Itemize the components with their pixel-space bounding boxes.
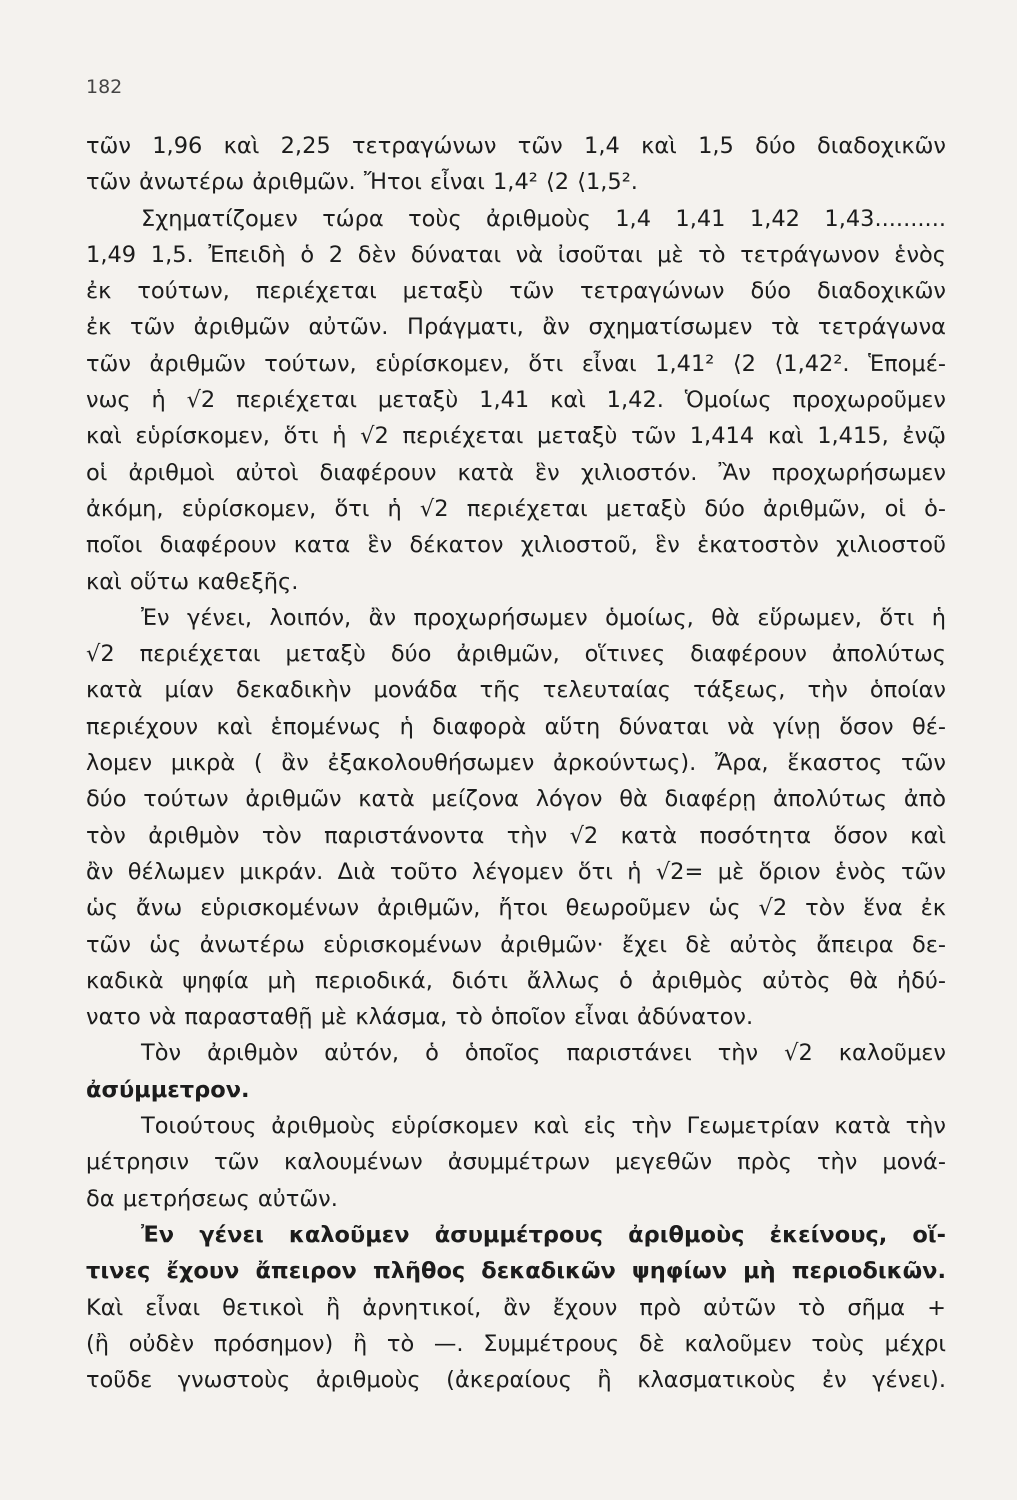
text-line: ἀκόμη, εὑρίσκομεν, ὅτι ἡ √2 περιέχεται μεταξὺ δύο ἀριθμῶν, οἱ ὁ- — [86, 495, 946, 522]
text-line: √2 περιέχεται μεταξὺ δύο ἀριθμῶν, οἵτινες διαφέρουν ἀπολύτως — [86, 641, 946, 668]
text-line: τῶν ὡς ἀνωτέρω εὑρισκομένων ἀριθμῶν· ἔχει δὲ αὐτὸς ἄπειρα δε- — [86, 931, 946, 958]
text-line: ἂν θέλωμεν μικράν. Διὰ τοῦτο λέγομεν ὅτι ἡ √2= μὲ ὅριον ἑνὸς τῶν — [86, 858, 946, 885]
text-line: τοῦδε γνωστοὺς ἀριθμοὺς (ἀκεραίους ἢ κλασματικοὺς ἐν γένει). — [86, 1367, 946, 1394]
text-line: (ἢ οὐδὲν πρόσημον) ἢ τὸ —. Συμμέτρους δὲ καλοῦμεν τοὺς μέχρι — [86, 1330, 946, 1357]
text-line: δύο τούτων ἀριθμῶν κατὰ μείζονα λόγον θὰ διαφέρῃ ἀπολύτως ἀπὸ — [86, 786, 946, 813]
text-line: Τὸν ἀριθμὸν αὐτόν, ὁ ὁποῖος παριστάνει τὴν √2 καλοῦμεν — [141, 1040, 946, 1067]
text-line: νατο νὰ παρασταθῇ μὲ κλάσμα, τὸ ὁποῖον εἶναι ἀδύνατον. — [86, 1004, 754, 1031]
text-line: καὶ οὕτω καθεξῆς. — [86, 568, 299, 595]
text-line: μέτρησιν τῶν καλουμένων ἀσυμμέτρων μεγεθῶν πρὸς τὴν μονά- — [86, 1149, 946, 1176]
text-line: καδικὰ ψηφία μὴ περιοδικά, διότι ἄλλως ὁ ἀριθμὸς αὐτὸς θὰ ἠδύ- — [86, 967, 946, 994]
text-line: Σχηματίζομεν τώρα τοὺς ἀριθμοὺς 1,4 1,41 1,42 1,43.......... — [141, 205, 946, 232]
text-line: ὡς ἄνω εὑρισκομένων ἀριθμῶν, ἤτοι θεωροῦμεν ὡς √2 τὸν ἕνα ἐκ — [86, 895, 946, 922]
text-line: δα μετρήσεως αὐτῶν. — [86, 1185, 338, 1212]
page-number: 182 — [86, 76, 123, 98]
text-line: κατὰ μίαν δεκαδικὴν μονάδα τῆς τελευταίας τάξεως, τὴν ὁποίαν — [86, 677, 946, 704]
text-line: ἐκ τούτων, περιέχεται μεταξὺ τῶν τετραγώνων δύο διαδοχικῶν — [86, 278, 946, 305]
text-line: ἀσύμμετρον. — [86, 1076, 250, 1103]
text-line: Τοιούτους ἀριθμοὺς εὑρίσκομεν καὶ εἰς τὴν Γεωμετρίαν κατὰ τὴν — [141, 1113, 946, 1140]
text-line: Ἐν γένει, λοιπόν, ἂν προχωρήσωμεν ὁμοίως, θὰ εὕρωμεν, ὅτι ἡ — [141, 604, 946, 631]
text-line: οἱ ἀριθμοὶ αὐτοὶ διαφέρουν κατὰ ἓν χιλιοστόν. Ἂν προχωρήσωμεν — [86, 459, 946, 486]
text-line: ποῖοι διαφέρουν κατα ἓν δέκατον χιλιοστοῦ, ἓν ἑκατοστὸν χιλιοστοῦ — [86, 532, 946, 559]
text-line: 1,49 1,5. Ἐπειδὴ ὁ 2 δὲν δύναται νὰ ἰσοῦται μὲ τὸ τετράγωνον ἑνὸς — [86, 241, 946, 268]
text-line: καὶ εὑρίσκομεν, ὅτι ἡ √2 περιέχεται μεταξὺ τῶν 1,414 καὶ 1,415, ἐνῷ — [86, 423, 946, 450]
text-line: ἐκ τῶν ἀριθμῶν αὐτῶν. Πράγματι, ἂν σχηματίσωμεν τὰ τετράγωνα — [86, 314, 946, 341]
text-line: περιέχουν καὶ ἑπομένως ἡ διαφορὰ αὕτη δύναται νὰ γίνῃ ὅσον θέ- — [86, 713, 946, 740]
text-line: τῶν ἀριθμῶν τούτων, εὑρίσκομεν, ὅτι εἶναι 1,41² ⟨2 ⟨1,42². Ἑπομέ- — [86, 350, 946, 377]
text-line: τῶν ἀνωτέρω ἀριθμῶν. Ἤτοι εἶναι 1,4² ⟨2 ⟨1,5². — [86, 169, 638, 196]
text-line: Ἐν γένει καλοῦμεν ἀσυμμέτρους ἀριθμοὺς ἐκείνους, οἵ- — [141, 1221, 946, 1248]
body-text — [86, 128, 946, 1398]
text-line: Καὶ εἶναι θετικοὶ ἢ ἀρνητικοί, ἂν ἔχουν πρὸ αὐτῶν τὸ σῆμα + — [86, 1294, 946, 1321]
text-line: τῶν 1,96 καὶ 2,25 τετραγώνων τῶν 1,4 καὶ 1,5 δύο διαδοχικῶν — [86, 133, 946, 159]
text-line: νως ἡ √2 περιέχεται μεταξὺ 1,41 καὶ 1,42. Ὁμοίως προχωροῦμεν — [86, 387, 946, 414]
text-line: τὸν ἀριθμὸν τὸν παριστάνοντα τὴν √2 κατὰ ποσότητα ὅσον καὶ — [86, 822, 946, 849]
text-line: τινες ἔχουν ἄπειρον πλῆθος δεκαδικῶν ψηφίων μὴ περιοδικῶν. — [86, 1258, 946, 1285]
text-line: λομεν μικρὰ ( ἂν ἐξακολουθήσωμεν ἀρκούντως). Ἄρα, ἕκαστος τῶν — [86, 750, 946, 777]
